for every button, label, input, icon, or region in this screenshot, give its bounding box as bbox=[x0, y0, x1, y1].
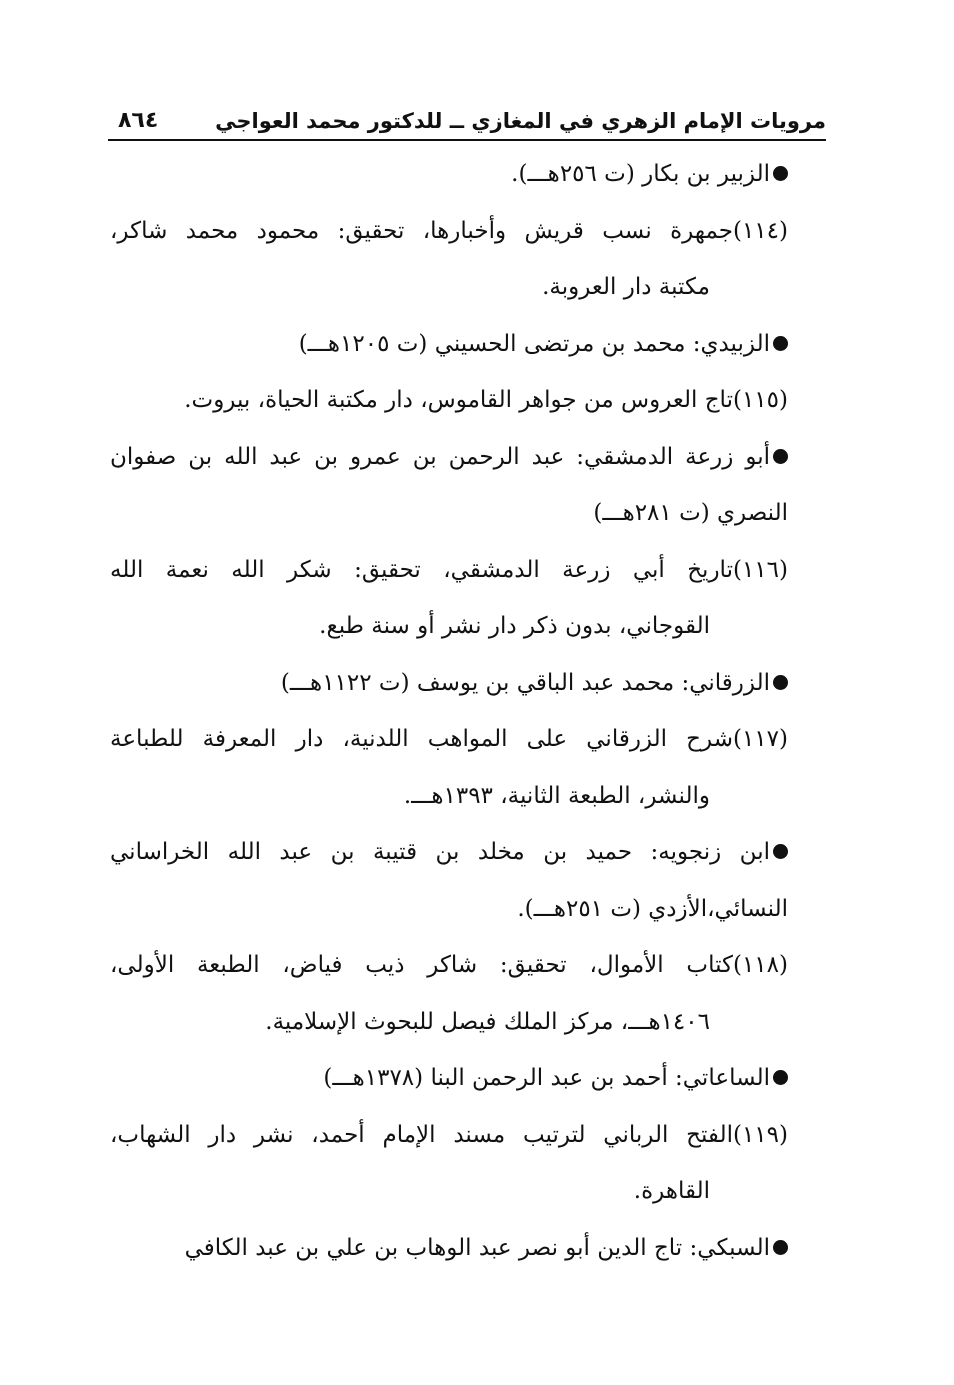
author-entry bbox=[110, 316, 788, 373]
author-entry bbox=[110, 429, 788, 486]
bullet-icon bbox=[773, 166, 788, 181]
header-rule bbox=[108, 139, 826, 141]
author-entry bbox=[110, 824, 788, 881]
book-entry bbox=[110, 711, 788, 768]
entry-text: (١١٥)تاج العروس من جواهر القاموس، دار مكتبة الحياة، بيروت. bbox=[184, 387, 788, 413]
entry-text: الزبيدي: محمد بن مرتضى الحسيني (ت ١٢٠٥هـــ) bbox=[298, 330, 770, 357]
book-entry bbox=[110, 203, 788, 260]
entry-text: القاهرة. bbox=[633, 1178, 710, 1204]
book-entry bbox=[110, 542, 788, 599]
entry-text: النصري (ت ٢٨١هـــ) bbox=[593, 500, 788, 526]
author-entry bbox=[110, 1220, 788, 1277]
entry-text: الزرقاني: محمد عبد الباقي بن يوسف (ت ١١٢٢هـــ) bbox=[280, 669, 770, 696]
entry-text: (١١٨)كتاب الأموال، تحقيق: شاكر ذيب فياض، الطبعة الأولى، bbox=[110, 952, 788, 978]
entry-text: والنشر، الطبعة الثانية، ١٣٩٣هـــ. bbox=[403, 782, 710, 809]
bullet-icon bbox=[773, 844, 788, 859]
author-entry bbox=[110, 1050, 788, 1107]
bullet-icon bbox=[773, 449, 788, 464]
entry-text: (١١٩)الفتح الرباني لترتيب مسند الإمام أحمد، نشر دار الشهاب، bbox=[110, 1121, 788, 1148]
entry-text: مكتبة دار العروبة. bbox=[542, 274, 710, 300]
bullet-icon bbox=[773, 336, 788, 351]
author-entry bbox=[110, 655, 788, 712]
entry-continuation bbox=[110, 485, 788, 542]
bullet-icon bbox=[773, 1240, 788, 1255]
entry-text: أبو زرعة الدمشقي: عبد الرحمن بن عمرو بن عبد الله بن صفوان bbox=[110, 443, 770, 470]
entry-continuation bbox=[110, 881, 788, 938]
entry-text: القوجاني، بدون ذكر دار نشر أو سنة طبع. bbox=[319, 613, 710, 639]
entry-text: الزبير بن بكار (ت ٢٥٦هـــ). bbox=[511, 161, 770, 187]
entry-continuation bbox=[110, 768, 788, 825]
header-title: مرويات الإمام الزهري في المغازي ــ للدكتور محمد العواجي bbox=[215, 109, 826, 133]
entry-text: السبكي: تاج الدين أبو نصر عبد الوهاب بن علي بن عبد الكافي bbox=[184, 1234, 770, 1261]
bullet-icon bbox=[773, 1070, 788, 1085]
page-number: ٨٦٤ bbox=[118, 108, 159, 133]
entry-continuation bbox=[110, 1163, 788, 1220]
running-header bbox=[112, 104, 826, 140]
entry-text: (١١٧)شرح الزرقاني على المواهب اللدنية، دار المعرفة للطباعة bbox=[110, 726, 788, 752]
entry-text: النسائي،الأزدي (ت ٢٥١هـــ). bbox=[517, 895, 788, 922]
entry-text: (١١٤)جمهرة نسب قريش وأخبارها، تحقيق: محمود محمد شاكر، bbox=[110, 217, 788, 244]
entry-continuation bbox=[110, 994, 788, 1051]
entry-text: الساعاتي: أحمد بن عبد الرحمن البنا (١٣٧٨هـــ) bbox=[323, 1065, 770, 1091]
entry-continuation bbox=[110, 259, 788, 316]
entry-text: (١١٦)تاريخ أبي زرعة الدمشقي، تحقيق: شكر الله نعمة الله bbox=[110, 556, 788, 583]
book-entry bbox=[110, 937, 788, 994]
bullet-icon bbox=[773, 675, 788, 690]
entry-continuation bbox=[110, 598, 788, 655]
book-entry bbox=[110, 372, 788, 429]
entry-text: ابن زنجويه: حميد بن مخلد بن قتيبة بن عبد الله الخراساني bbox=[110, 839, 770, 865]
bibliography-list bbox=[110, 146, 788, 1276]
author-entry bbox=[110, 146, 788, 203]
book-entry bbox=[110, 1107, 788, 1164]
entry-text: ١٤٠٦هـــ، مركز الملك فيصل للبحوث الإسلامية. bbox=[265, 1008, 710, 1035]
